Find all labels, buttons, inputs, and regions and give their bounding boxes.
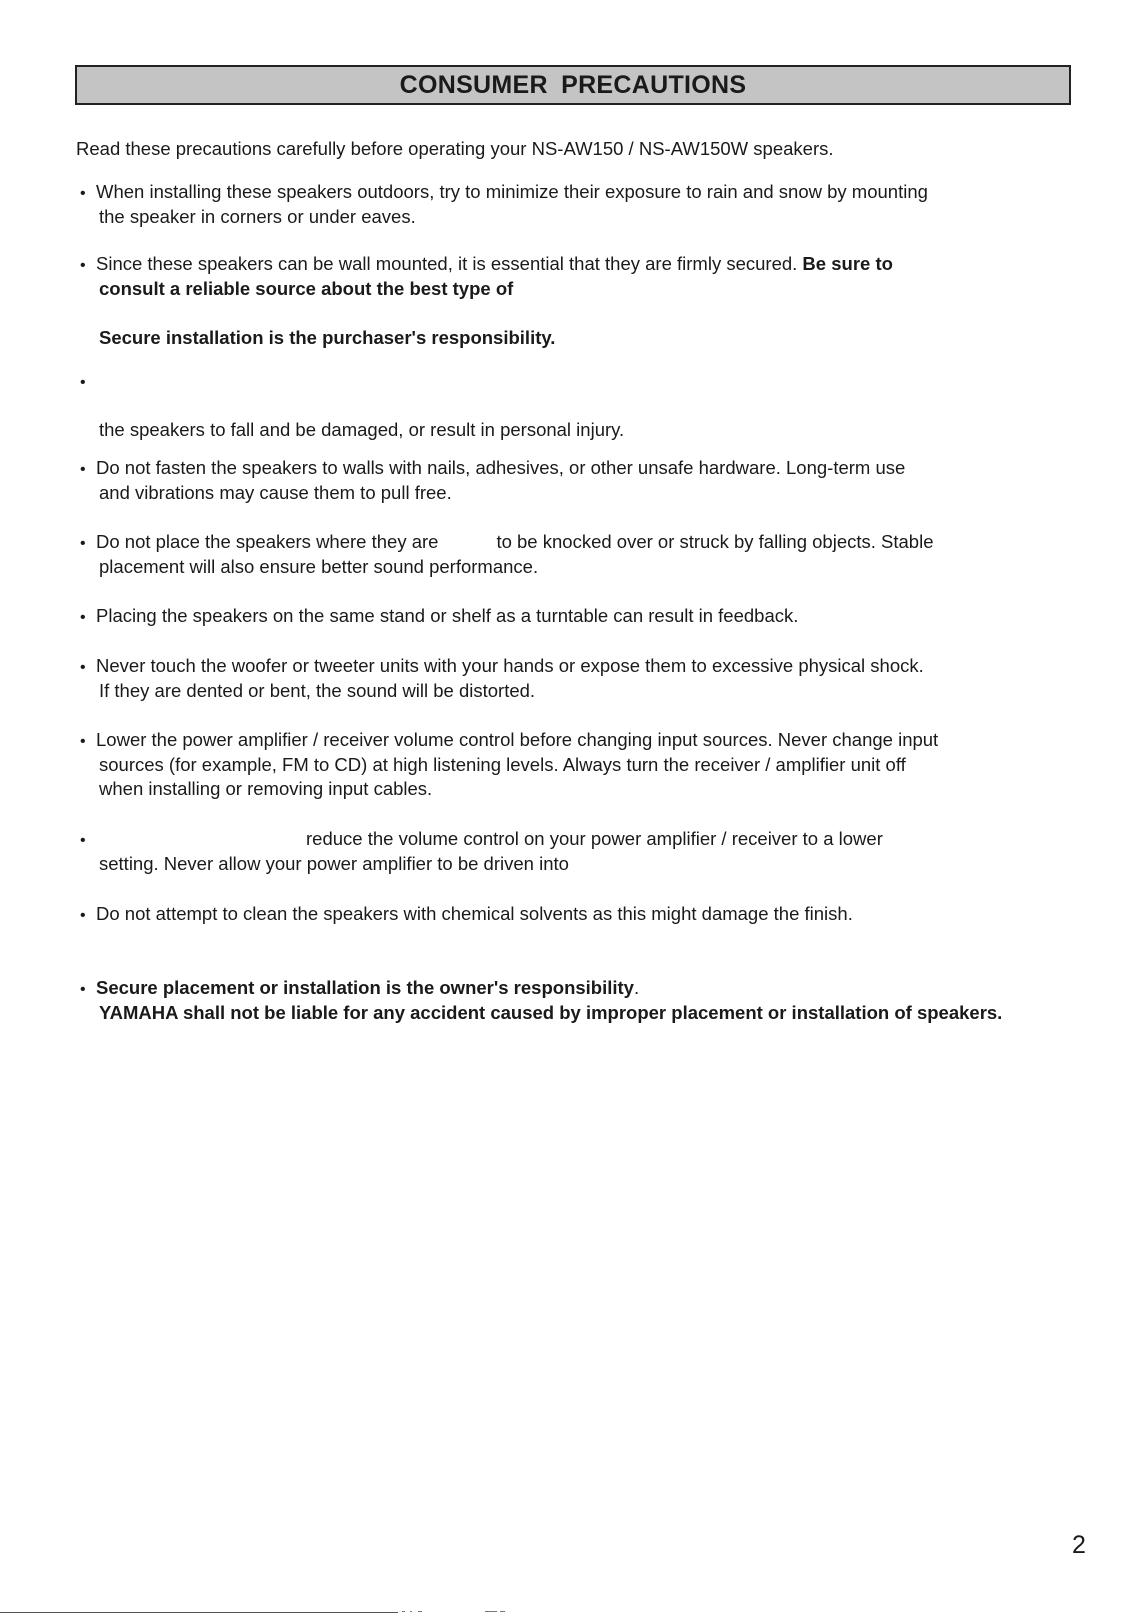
precaution-line: and vibrations may cause them to pull free. [99,481,452,503]
bullet: • [80,733,86,750]
precaution-item-drivers [80,654,924,703]
precaution-item-responsibility [80,976,1002,1025]
bullet: • [80,907,86,924]
section-title-banner [75,65,1071,105]
precaution-text: . [633,977,640,998]
precaution-item-fall-risk [80,369,624,443]
precaution-text: Since these speakers can be wall mounted, it is essential that they are firmly secured. [96,253,798,274]
section-title: CONSUMER PRECAUTIONS [399,71,747,99]
precaution-emphasis-line: consult a reliable source about the best type of [99,277,514,299]
scan-artifact [400,1611,530,1613]
page-number: 2 [1072,1531,1086,1559]
precaution-line [80,827,883,852]
precaution-item-outdoor [80,180,928,229]
precaution-text: Do not place the speakers where they are [96,531,439,552]
precaution-emphasis: Be sure to [797,253,893,274]
bullet: • [80,981,86,998]
precaution-line [80,976,1002,1001]
precaution-line: placement will also ensure better sound performance. [99,555,539,577]
purchaser-responsibility-note: Secure installation is the purchaser's responsibility. [99,326,556,348]
precaution-text: reduce the volume control on your power amplifier / receiver to a lower [306,828,883,849]
bullet: • [80,374,86,391]
blank-line [80,301,893,326]
precaution-line: the speakers to fall and be damaged, or result in personal injury. [99,419,625,440]
precaution-line [80,604,798,629]
liability-disclaimer: YAMAHA shall not be liable for any accident caused by improper placement or installation of speakers. [99,1001,1003,1023]
precaution-text: Lower the power amplifier / receiver volume control before changing input sources. Never change input [96,729,939,750]
bullet: • [80,257,86,274]
precaution-text: Never touch the woofer or tweeter units with your hands or expose them to excessive physical shock. [96,655,924,676]
precaution-item-volume [80,827,883,876]
precaution-line: the speaker in corners or under eaves. [99,205,416,227]
precaution-line: setting. Never allow your power amplifier to be driven into [99,852,569,874]
precaution-text: When installing these speakers outdoors, try to minimize their exposure to rain and snow by mounting [96,181,928,202]
bullet: • [80,659,86,676]
precaution-line [80,728,938,753]
precaution-emphasis: Secure placement or installation is the owner's responsibility [96,977,634,998]
bullet: • [80,461,86,478]
bullet: • [80,609,86,626]
precaution-line [80,456,905,481]
precaution-item-placement [80,530,934,579]
precaution-text: to be knocked over or struck by falling objects. Stable [496,531,934,552]
precaution-item-cleaning [80,902,853,927]
precaution-line: when installing or removing input cables. [99,778,433,799]
precaution-item-input-change [80,728,938,802]
precaution-item-wall-mount [80,252,893,350]
precaution-line [80,530,934,555]
precaution-item-fastening [80,456,905,505]
bullet: • [80,535,86,552]
intro-paragraph: Read these precautions carefully before operating your NS-AW150 / NS-AW150W speakers. [76,138,834,159]
precaution-text: Placing the speakers on the same stand or shelf as a turntable can result in feedback. [96,605,799,626]
precaution-line [80,369,624,394]
precaution-text: Do not attempt to clean the speakers with chemical solvents as this might damage the finish. [96,903,853,924]
bullet: • [80,832,86,849]
precaution-line [80,180,928,205]
precaution-line [80,902,853,927]
precaution-item-turntable [80,604,798,629]
bottom-divider [0,1612,398,1613]
precaution-line [80,654,924,679]
precaution-line [80,252,893,277]
bullet: • [80,185,86,202]
precaution-text: Do not fasten the speakers to walls with nails, adhesives, or other unsafe hardware. Long-term use [96,457,906,478]
blank-line [80,394,624,419]
precaution-line: sources (for example, FM to CD) at high listening levels. Always turn the receiver / amplifier unit off [99,753,906,775]
precaution-line: If they are dented or bent, the sound will be distorted. [99,679,536,701]
